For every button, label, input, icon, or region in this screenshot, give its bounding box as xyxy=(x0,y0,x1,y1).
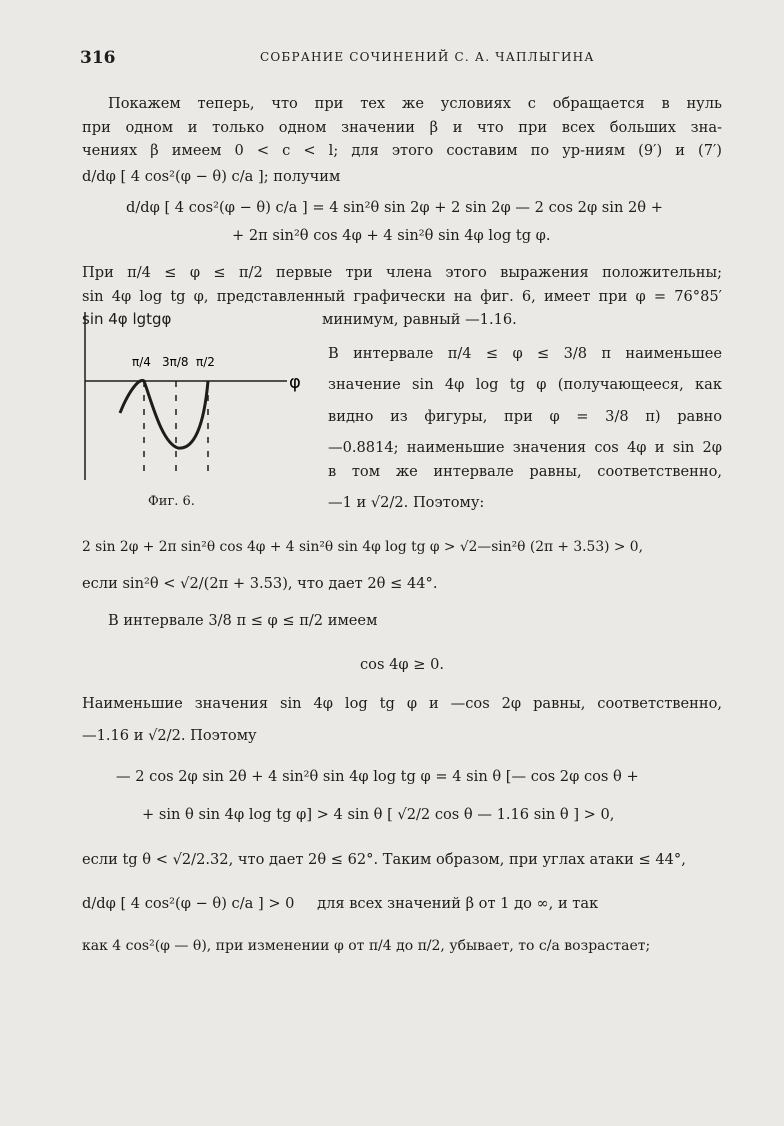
equation-right: = 4 sin²θ sin 2φ + 2 sin 2φ — 2 cos 2φ sin 2θ + xyxy=(312,199,663,216)
text-line: значение sin 4φ log tg φ (получающееся, как xyxy=(328,376,722,393)
text-line: минимум, равный —1.16. xyxy=(322,311,517,328)
page-header xyxy=(80,48,720,78)
text-line: —0.8814; наименьшие значения cos 4φ и sin 2φ xyxy=(328,439,722,456)
text-line: При π/4 ≤ φ ≤ π/2 первые три члена этого выражения положительны; xyxy=(82,264,722,281)
figure-label: sin 4φ lgtgφ xyxy=(82,310,172,328)
figure-graph xyxy=(82,308,322,488)
text-line: в том же интервале равны, соответственно, xyxy=(328,462,722,480)
running-title: СОБРАНИЕ СОЧИНЕНИЙ С. А. ЧАПЛЫГИНА xyxy=(260,50,595,64)
text-line: видно из фигуры, при φ = 3/8 π) равно xyxy=(328,407,722,425)
figure-block xyxy=(82,308,722,518)
text-line: sin 4φ log tg φ, представленный графически на фиг. 6, имеет при φ = 76°85′ xyxy=(82,287,722,305)
text-line: Наименьшие значения sin 4φ log tg φ и —cos 2φ равны, соответственно, xyxy=(82,695,722,712)
text-line: В интервале 3/8 π ≤ φ ≤ π/2 имеем xyxy=(108,612,378,629)
axis-label-phi: φ xyxy=(289,372,301,393)
tick-label-3pi-8: 3π/8 xyxy=(162,355,189,369)
figure-side-text xyxy=(322,308,722,515)
page-number: 316 xyxy=(80,48,116,68)
text-line: —1.16 и √2/2. Поэтому xyxy=(82,726,257,744)
text-line: при одном и только одном значении β и что при всех больших зна- xyxy=(82,118,722,136)
derivative-expression: d/dφ [ 4 cos²(φ − θ) c/a ] > 0 xyxy=(82,894,295,912)
text-line: если tg θ < √2/2.32, что дает 2θ ≤ 62°. Таким образом, при углах атаки ≤ 44°, xyxy=(82,851,686,868)
text-fragment: ; получим xyxy=(263,167,341,185)
text-line: если sin²θ < √2/(2π + 3.53), что дает 2θ ≤ 44°. xyxy=(82,574,438,592)
text-line: чениях β имеем 0 < c < l; для этого составим по ур-ниям (9′) и (7′) xyxy=(82,142,722,159)
page-body xyxy=(82,92,722,959)
text-line: —1 и √2/2. Поэтому: xyxy=(328,494,485,511)
tick-label-pi-4: π/4 xyxy=(132,355,151,369)
equation-line: + sin θ sin 4φ log tg φ] > 4 sin θ [ √2/2 cos θ — 1.16 sin θ ] > 0, xyxy=(142,805,615,823)
equation-line xyxy=(126,196,722,220)
curve xyxy=(120,380,208,448)
text-line xyxy=(82,892,722,916)
equation-line: 2 sin 2φ + 2π sin²θ cos 4φ + 4 sin²θ sin 4φ log tg φ > √2—sin²θ (2π + 3.53) > 0, xyxy=(82,539,643,555)
tick-label-pi-2: π/2 xyxy=(196,355,215,369)
text-line: как 4 cos²(φ — θ), при изменении φ от π/4 до π/2, убывает, то c/a возрастает; xyxy=(82,938,651,954)
figure-caption: Фиг. 6. xyxy=(148,494,195,509)
derivative-expression: d/dφ [ 4 cos²(φ − θ) c/a ] xyxy=(82,167,264,185)
equation-line: cos 4φ ≥ 0. xyxy=(359,655,445,673)
text-line: В интервале π/4 ≤ φ ≤ 3/8 π наименьшее xyxy=(328,344,722,362)
equation-left: d/dφ [ 4 cos²(φ − θ) c/a ] xyxy=(126,199,308,216)
text-fragment: для всех значений β от 1 до ∞, и так xyxy=(317,894,599,912)
figure-6 xyxy=(82,308,322,518)
equation-line: — 2 cos 2φ sin 2θ + 4 sin²θ sin 4φ log tg φ = 4 sin θ [— cos 2φ cos θ + xyxy=(116,768,639,785)
text-line: Покажем теперь, что при тех же условиях c обращается в нуль xyxy=(108,95,722,112)
text-line xyxy=(82,165,722,189)
equation-line: + 2π sin²θ cos 4φ + 4 sin²θ sin 4φ log tg φ. xyxy=(232,226,551,244)
